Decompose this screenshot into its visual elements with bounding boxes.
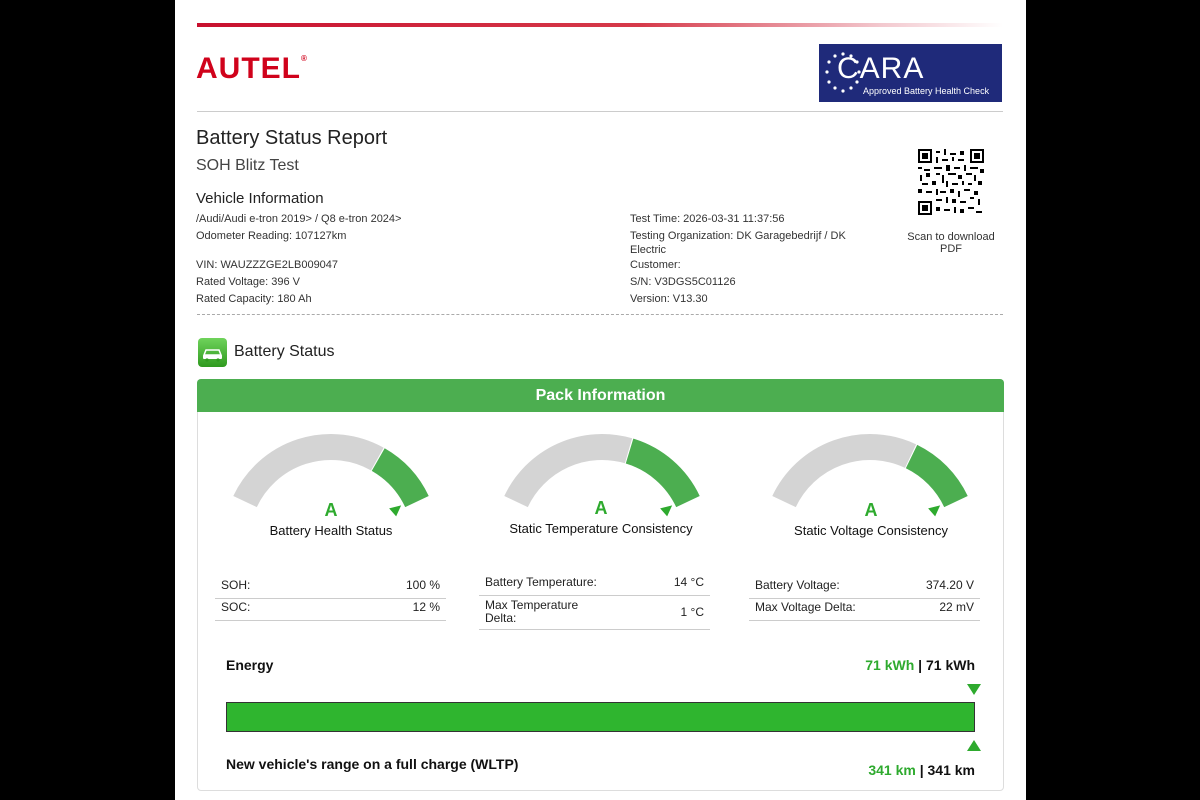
- battery-temperature-row: Battery Temperature: 14 °C: [479, 575, 710, 596]
- battery-car-icon: [198, 338, 227, 367]
- report-page: [175, 0, 1026, 800]
- max-voltage-delta-row: Max Voltage Delta: 22 mV: [749, 600, 980, 621]
- max-temperature-delta-row: Max Temperature Delta: 1 °C: [479, 597, 710, 630]
- wltp-range-label: New vehicle's range on a full charge (WLTP): [226, 756, 519, 772]
- energy-label: Energy: [226, 657, 274, 673]
- energy-bar-fill: [227, 703, 974, 731]
- vehicle-model: /Audi/Audi e-tron 2019> / Q8 e-tron 2024>: [196, 213, 402, 225]
- qr-download-label: Scan to download PDF: [907, 231, 995, 255]
- energy-marker-bottom: [967, 740, 981, 751]
- gauge-level: [630, 451, 688, 501]
- temperature-consistency-grade: A: [594, 498, 608, 518]
- battery-status-heading: Battery Status: [234, 343, 335, 360]
- battery-health-label: Battery Health Status: [269, 523, 393, 538]
- vehicle-info-heading: Vehicle Information: [196, 190, 324, 207]
- soc-row: SOC: 12 %: [215, 600, 446, 621]
- odometer-reading: Odometer Reading: 107127km: [196, 230, 347, 242]
- pack-information-header: Pack Information: [197, 379, 1004, 412]
- voltage-consistency-grade: A: [864, 500, 878, 520]
- page-subtitle: SOH Blitz Test: [196, 157, 299, 174]
- energy-value: 71 kWh | 71 kWh: [865, 657, 975, 673]
- page-title: Battery Status Report: [196, 127, 388, 149]
- cara-tagline: Approved Battery Health Check: [863, 86, 990, 96]
- soh-row: SOH: 100 %: [215, 578, 446, 599]
- header-accent-line: [197, 23, 1003, 27]
- qr-code-icon[interactable]: [918, 149, 984, 215]
- serial-number: S/N: V3DGS5C01126: [630, 276, 736, 288]
- software-version: Version: V13.30: [630, 293, 708, 305]
- gauge-pointer: [389, 505, 401, 516]
- dashed-divider: [197, 314, 1003, 315]
- gauge-track: [784, 447, 911, 502]
- energy-marker-top: [967, 684, 981, 695]
- battery-health-grade: A: [324, 500, 338, 520]
- gauge-pointer: [660, 505, 672, 516]
- gauge-track: [245, 447, 377, 502]
- rated-voltage: Rated Voltage: 396 V: [196, 276, 300, 288]
- autel-logo: AUTEL®: [196, 52, 308, 85]
- gauge-track: [516, 447, 628, 502]
- test-time: Test Time: 2026-03-31 11:37:56: [630, 213, 785, 225]
- gauge-pointer: [928, 505, 940, 516]
- temperature-consistency-label: Static Temperature Consistency: [509, 521, 693, 536]
- vin: VIN: WAUZZZGE2LB009047: [196, 259, 339, 271]
- cara-name: CARA: [837, 52, 925, 85]
- wltp-range-value: 341 km | 341 km: [868, 762, 975, 778]
- gauge-level: [912, 457, 956, 502]
- battery-voltage-row: Battery Voltage: 374.20 V: [749, 578, 980, 599]
- gauge-level: [378, 460, 417, 502]
- divider: [197, 111, 1003, 112]
- energy-bar: [226, 702, 975, 732]
- cara-badge: [819, 44, 1002, 102]
- customer: Customer:: [630, 259, 681, 271]
- testing-organization: Testing Organization: DK Garagebedrijf / DK Electric: [630, 230, 846, 256]
- rated-capacity: Rated Capacity: 180 Ah: [196, 293, 312, 305]
- voltage-consistency-label: Static Voltage Consistency: [794, 523, 948, 538]
